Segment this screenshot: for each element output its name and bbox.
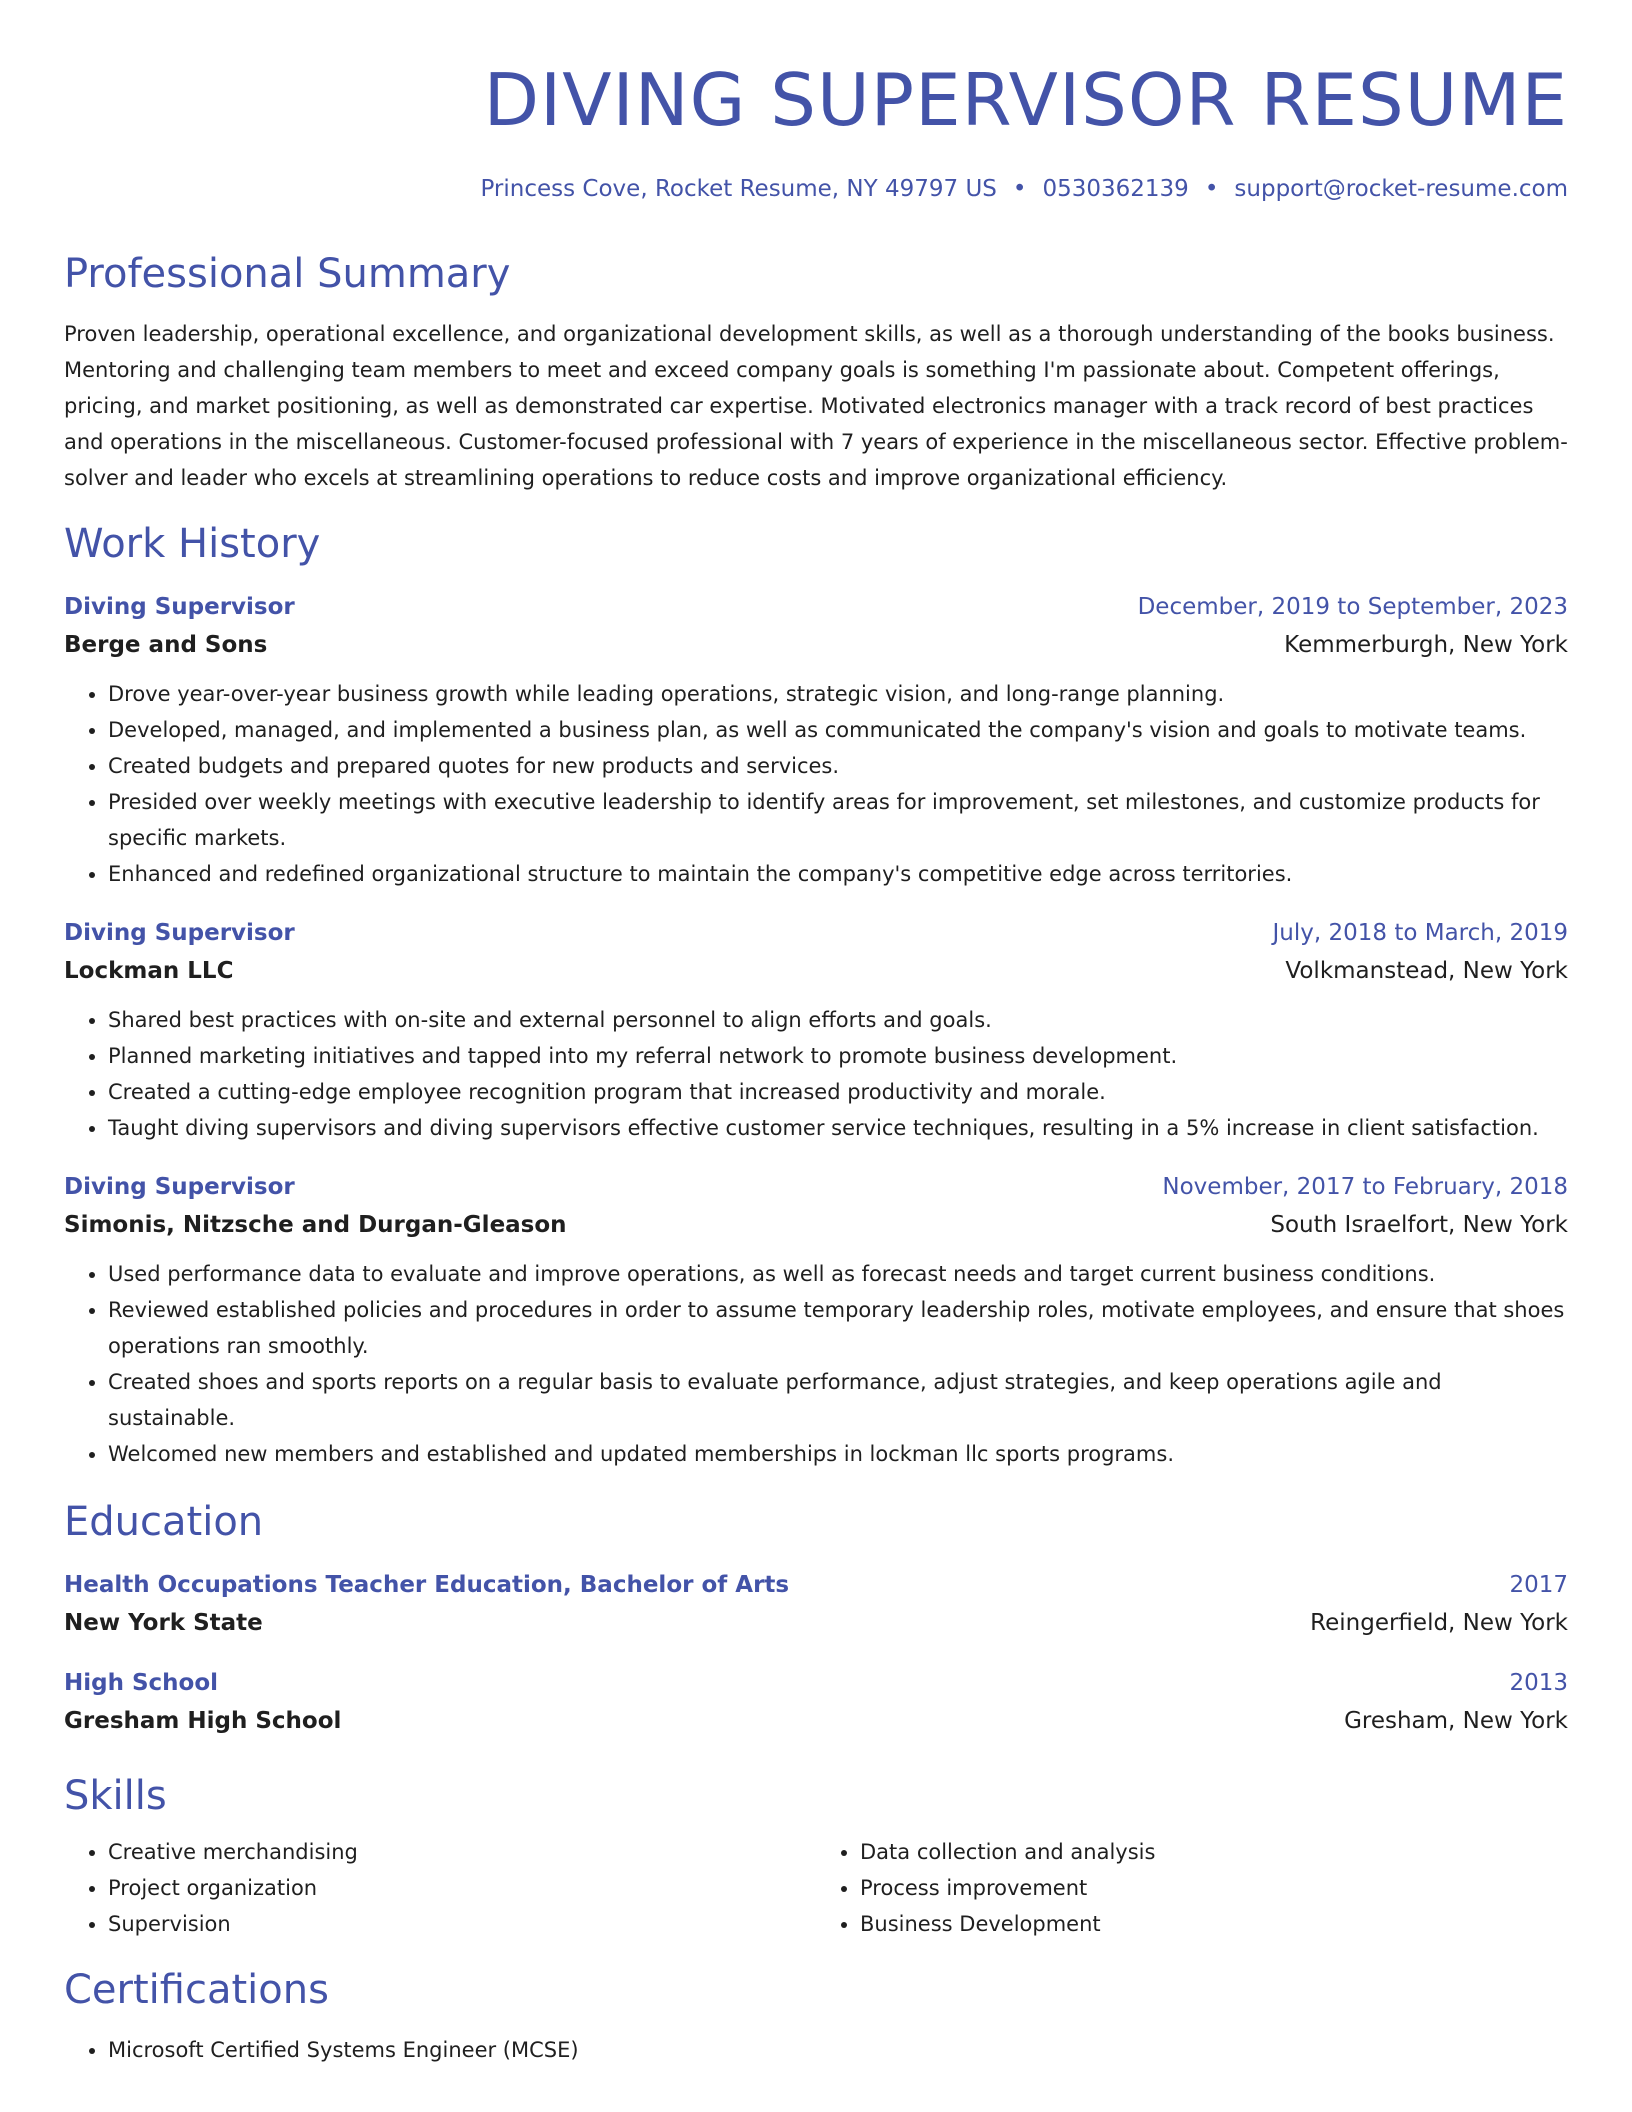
job-bullet: • Developed, managed, and implemented a business plan, as well as communicated the company's vision and goals to motivate teams. [108,712,1568,748]
job-bullets [64,1256,1568,1472]
job-bullet: • Welcomed new members and established and updated memberships in lockman llc sports programs. [108,1436,1568,1472]
contact-email: support@rocket-resume.com [1234,176,1568,202]
job-role: Diving Supervisor [64,593,295,620]
section-heading-skills: Skills [64,1772,167,1819]
certification-item: • Microsoft Certified Systems Engineer (MCSE) [108,2032,1568,2068]
education-location: Gresham, New York [1344,1707,1568,1734]
job-bullet: • Shared best practices with on-site and external personnel to align efforts and goals. [108,1002,1568,1038]
contact-line [64,176,1568,204]
skill-item: • Creative merchandising [108,1834,816,1870]
section-heading-certifications: Certifications [64,1966,329,2013]
job-company: Berge and Sons [64,631,268,658]
job-bullet: • Planned marketing initiatives and tapped into my referral network to promote business development. [108,1038,1568,1074]
job-bullets [64,1002,1568,1146]
job-bullet: • Taught diving supervisors and diving supervisors effective customer service techniques, resulting in a 5% increase in client satisfaction. [108,1110,1568,1146]
certifications-list [64,2032,1568,2068]
job-entry [64,588,1568,892]
job-bullet: • Created a cutting-edge employee recognition program that increased productivity and morale. [108,1074,1568,1110]
section-heading-education: Education [64,1498,264,1545]
skill-item: • Supervision [108,1906,816,1942]
education-year: 2017 [1509,1571,1568,1598]
education-degree: High School [64,1669,219,1696]
job-bullet: • Created shoes and sports reports on a regular basis to evaluate performance, adjust strategies, and keep operations agile and sustainable. [108,1364,1568,1436]
contact-phone: 0530362139 [1042,176,1189,202]
job-role: Diving Supervisor [64,1173,295,1200]
job-bullet: • Enhanced and redefined organizational structure to maintain the company's competitive edge across territories. [108,856,1568,892]
job-dates: July, 2018 to March, 2019 [1272,919,1568,946]
skill-item: • Business Development [860,1906,1568,1942]
job-company: Lockman LLC [64,957,234,984]
education-degree: Health Occupations Teacher Education, Bachelor of Arts [64,1571,790,1598]
education-school: New York State [64,1609,263,1636]
skills-column-left [64,1834,816,1942]
job-bullet: • Reviewed established policies and procedures in order to assume temporary leadership roles, motivate employees, and ensure that shoes operations ran smoothly. [108,1292,1568,1364]
job-bullet: • Presided over weekly meetings with executive leadership to identify areas for improvement, set milestones, and customize products for specific markets. [108,784,1568,856]
skill-item: • Project organization [108,1870,816,1906]
skill-item: • Process improvement [860,1870,1568,1906]
skills-column-right [816,1834,1568,1942]
job-company: Simonis, Nitzsche and Durgan-Gleason [64,1211,567,1238]
contact-address: Princess Cove, Rocket Resume, NY 49797 US [480,176,997,202]
summary-text: Proven leadership, operational excellence, and organizational development skills, as well as a thorough understanding of the books business. Mentoring and challenging team members to meet and exceed company goals is something I'm passionate about. Competent offerings, pricing, and market positioning, as well as demonstrated car expertise. Motivated electronics manager with a track record of best practices and operations in the miscellaneous. Customer-focused professional with 7 years of experience in the miscellaneous sector. Effective problem-solver and leader who excels at streamlining operations to reduce costs and improve organizational efficiency. [64,321,1568,490]
job-bullet: • Created budgets and prepared quotes for new products and services. [108,748,1568,784]
job-location: South Israelfort, New York [1270,1211,1568,1238]
skill-item: • Data collection and analysis [860,1834,1568,1870]
job-location: Kemmerburgh, New York [1284,631,1568,658]
job-entry [64,914,1568,1146]
job-entry [64,1168,1568,1472]
contact-separator: • [1012,176,1027,202]
section-heading-work-history: Work History [64,520,321,567]
job-bullet: • Used performance data to evaluate and improve operations, as well as forecast needs and target current business conditions. [108,1256,1568,1292]
education-location: Reingerfield, New York [1310,1609,1568,1636]
education-school: Gresham High School [64,1707,342,1734]
education-entry [64,1664,1568,1740]
education-entry [64,1566,1568,1642]
job-role: Diving Supervisor [64,919,295,946]
job-bullet: • Drove year-over-year business growth while leading operations, strategic vision, and long-range planning. [108,676,1568,712]
contact-separator: • [1204,176,1219,202]
section-heading-summary: Professional Summary [64,250,511,297]
job-dates: November, 2017 to February, 2018 [1162,1173,1568,1200]
education-year: 2013 [1509,1669,1568,1696]
resume-title: DIVING SUPERVISOR RESUME [483,58,1568,142]
job-dates: December, 2019 to September, 2023 [1137,593,1568,620]
job-location: Volkmanstead, New York [1285,957,1568,984]
job-bullets [64,676,1568,892]
skills-list [64,1834,1568,1942]
